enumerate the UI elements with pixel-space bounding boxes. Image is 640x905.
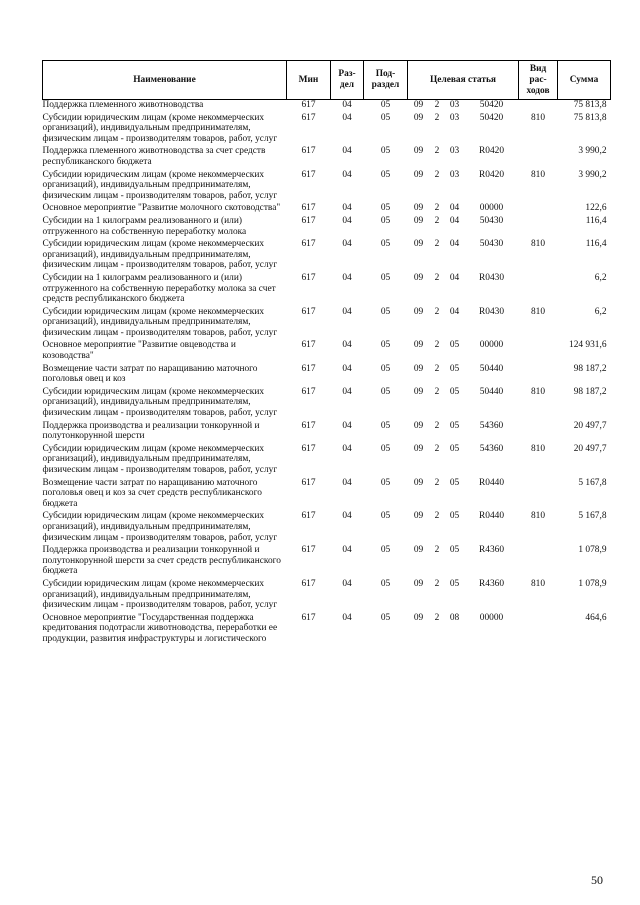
- cell-name: Поддержка племенного животноводства: [43, 100, 287, 113]
- cell-sum: 6,2: [594, 272, 607, 283]
- cell-target-event: 04: [449, 272, 460, 283]
- cell-target-event: 05: [449, 386, 460, 397]
- cell-target-code: 50420: [465, 100, 519, 113]
- cell-sum: 1 078,9: [578, 545, 607, 556]
- cell-razdel: 04: [342, 272, 352, 283]
- table-row: [43, 273, 611, 307]
- cell-target-subprogram: 2: [434, 612, 440, 623]
- cell-target-subprogram: 2: [434, 203, 440, 214]
- table-row: [43, 613, 611, 647]
- table-row: [43, 203, 611, 216]
- cell-target-code: R0440: [479, 477, 505, 488]
- cell-razdel: 04: [342, 340, 352, 351]
- cell-target-program: 09: [413, 112, 424, 123]
- cell-podrazdel: 05: [380, 477, 391, 488]
- cell-razdel: 04: [342, 612, 352, 623]
- cell-target-program: 09: [413, 215, 424, 226]
- cell-min: 617: [301, 203, 316, 214]
- cell-target-event: 05: [449, 443, 460, 454]
- cell-vid: [519, 613, 558, 647]
- page-number: 50: [591, 873, 603, 887]
- cell-name: Субсидии на 1 килограмм реализованного и (или) отгруженного на собственную переработку молока за счет средств республиканского бюджета: [42, 272, 276, 305]
- cell-target-code: 50420: [479, 112, 504, 123]
- cell-target-program: 09: [413, 477, 424, 488]
- cell-podrazdel: 05: [380, 545, 391, 556]
- header-razdel: Раз- дел: [331, 61, 364, 100]
- cell-target-code: 54360: [479, 443, 504, 454]
- cell-target-event: 05: [449, 578, 460, 589]
- cell-target-code: R0440: [479, 511, 505, 522]
- cell-name: Основное мероприятие "Развитие овцеводства и козоводства": [42, 340, 236, 362]
- cell-target-code: R0420: [479, 146, 505, 157]
- cell-vid: 810: [530, 386, 546, 397]
- cell-vid: [519, 203, 558, 216]
- cell-sum: 3 990,2: [578, 169, 607, 180]
- cell-sum: 1 078,9: [578, 578, 607, 589]
- cell-name: Субсидии юридическим лицам (кроме некоммерческих организаций), индивидуальным предпринимателям, физическим лицам - производителям товаров, работ, услуг: [42, 578, 278, 611]
- cell-sum: 75 813,8: [573, 112, 607, 123]
- cell-name: Возмещение части затрат по наращиванию маточного поголовья овец и коз: [42, 363, 258, 385]
- cell-sum: 75 813,8: [558, 100, 611, 113]
- cell-podrazdel: 05: [380, 386, 391, 397]
- cell-podrazdel: 05: [380, 203, 391, 214]
- cell-target-program: 09: [413, 272, 424, 283]
- cell-podrazdel: 05: [380, 112, 391, 123]
- cell-podrazdel: 05: [380, 612, 391, 623]
- cell-razdel: 04: [342, 511, 352, 522]
- cell-target-subprogram: 2: [434, 272, 440, 283]
- cell-vid: [519, 216, 558, 239]
- cell-sum: 464,6: [585, 612, 607, 623]
- table-row: [43, 545, 611, 579]
- cell-razdel: 04: [342, 578, 352, 589]
- cell-target-code: 50430: [479, 239, 504, 250]
- cell-target-code: R0430: [479, 306, 505, 317]
- cell-target-program: 09: [413, 340, 424, 351]
- cell-target-code: 50440: [479, 363, 504, 374]
- cell-vid: [519, 340, 558, 363]
- cell-target-code: 00000: [479, 203, 504, 214]
- cell-target-program: 09: [413, 239, 424, 250]
- cell-target-subprogram: 2: [434, 420, 440, 431]
- cell-razdel: 04: [342, 112, 352, 123]
- cell-min: 617: [301, 578, 316, 589]
- table-row: [43, 100, 611, 113]
- table-row: [43, 113, 611, 147]
- cell-name: Субсидии юридическим лицам (кроме некоммерческих организаций), индивидуальным предпринимателям, физическим лицам - производителям товаров, работ, услуг: [42, 443, 278, 475]
- cell-target-program: 09: [413, 612, 424, 623]
- cell-name: Основное мероприятие "Развитие молочного скотоводства": [42, 203, 281, 214]
- header-sum: Сумма: [558, 61, 611, 100]
- cell-podrazdel: 05: [380, 215, 391, 226]
- cell-podrazdel: 05: [380, 578, 391, 589]
- cell-razdel: 04: [342, 443, 352, 454]
- cell-razdel: 04: [342, 477, 352, 488]
- table-row: [43, 146, 611, 169]
- table-header-row: [43, 61, 611, 100]
- cell-target-program: 09: [413, 169, 424, 180]
- cell-podrazdel: 05: [380, 239, 391, 250]
- cell-target-program: 09: [413, 545, 424, 556]
- cell-podrazdel: 05: [380, 169, 391, 180]
- cell-target-program: 09: [413, 578, 424, 589]
- header-podrazdel: Под- раздел: [364, 61, 408, 100]
- header-name: Наименование: [43, 61, 287, 100]
- cell-min: 617: [301, 239, 316, 250]
- cell-vid: 810: [530, 112, 546, 123]
- cell-target-event: 04: [449, 239, 460, 250]
- cell-name: Поддержка производства и реализации тонкорунной и полутонкорунной шерсти: [42, 420, 260, 442]
- table-row: [43, 387, 611, 421]
- cell-vid: [519, 364, 558, 387]
- cell-target-code: R0420: [479, 169, 505, 180]
- table-row: [43, 444, 611, 478]
- cell-target-subprogram: 2: [434, 112, 440, 123]
- cell-target-event: 04: [449, 215, 460, 226]
- cell-target-code: 50430: [479, 215, 504, 226]
- cell-name: Субсидии юридическим лицам (кроме некоммерческих организаций), индивидуальным предпринимателям, физическим лицам - производителям товаров, работ, услуг: [42, 386, 278, 419]
- cell-razdel: 04: [342, 363, 352, 374]
- cell-target-code: 54360: [479, 420, 504, 431]
- cell-sum: 116,4: [585, 239, 607, 250]
- cell-min: 617: [301, 272, 316, 283]
- cell-min: 617: [287, 100, 331, 113]
- cell-vid: [519, 146, 558, 169]
- header-min: Мин: [287, 61, 331, 100]
- cell-razdel: 04: [342, 215, 352, 226]
- cell-vid: 810: [530, 578, 546, 589]
- cell-target-subprogram: 2: [434, 386, 440, 397]
- cell-target-program: 09: [408, 100, 430, 113]
- cell-target-code: 00000: [479, 340, 504, 351]
- cell-razdel: 04: [342, 203, 352, 214]
- cell-podrazdel: 05: [380, 420, 391, 431]
- cell-target-event: 05: [449, 545, 460, 556]
- cell-target-subprogram: 2: [434, 443, 440, 454]
- cell-podrazdel: 05: [380, 146, 391, 157]
- table-row: [43, 170, 611, 204]
- cell-target-event: 05: [449, 477, 460, 488]
- table-row: [43, 340, 611, 363]
- cell-target-event: 05: [449, 420, 460, 431]
- cell-min: 617: [301, 215, 316, 226]
- cell-target-code: R0430: [479, 272, 505, 283]
- cell-razdel: 04: [342, 146, 352, 157]
- cell-target-subprogram: 2: [434, 169, 440, 180]
- cell-sum: 6,2: [594, 306, 607, 317]
- cell-podrazdel: 05: [380, 511, 391, 522]
- budget-table-page: [42, 60, 610, 647]
- cell-sum: 122,6: [585, 203, 607, 214]
- cell-vid: [519, 273, 558, 307]
- cell-vid: 810: [530, 306, 546, 317]
- header-target: Целевая статья: [408, 61, 519, 100]
- cell-min: 617: [301, 363, 316, 374]
- table-row: [43, 511, 611, 545]
- cell-target-program: 09: [413, 203, 424, 214]
- cell-sum: 20 497,7: [573, 443, 607, 454]
- cell-vid: [519, 545, 558, 579]
- cell-target-event: 08: [449, 612, 460, 623]
- cell-min: 617: [301, 340, 316, 351]
- cell-target-program: 09: [413, 306, 424, 317]
- table-row: [43, 307, 611, 341]
- cell-target-event: 03: [445, 100, 465, 113]
- table-row: [43, 216, 611, 239]
- cell-target-subprogram: 2: [434, 146, 440, 157]
- cell-target-code: 50440: [479, 386, 504, 397]
- cell-name: Субсидии юридическим лицам (кроме некоммерческих организаций), индивидуальным предпринимателям, физическим лицам - производителям товаров, работ, услуг: [42, 169, 278, 201]
- cell-name: Возмещение части затрат по наращиванию маточного поголовья овец и коз за счет средств республиканского бюджета: [42, 477, 262, 509]
- cell-podrazdel: 05: [364, 100, 408, 113]
- cell-min: 617: [301, 306, 316, 317]
- cell-vid: 810: [530, 443, 546, 454]
- table-row: [43, 579, 611, 613]
- cell-min: 617: [301, 112, 316, 123]
- cell-vid: 810: [530, 239, 546, 250]
- table-row: [43, 478, 611, 512]
- cell-target-subprogram: 2: [434, 363, 440, 374]
- cell-target-subprogram: 2: [434, 340, 440, 351]
- cell-razdel: 04: [342, 169, 352, 180]
- cell-target-event: 04: [449, 203, 460, 214]
- cell-vid: 810: [530, 511, 546, 522]
- cell-name: Поддержка производства и реализации тонкорунной и полутонкорунной шерсти за счет средств республиканского бюджета: [42, 545, 281, 577]
- cell-podrazdel: 05: [380, 340, 391, 351]
- cell-razdel: 04: [331, 100, 364, 113]
- cell-target-subprogram: 2: [434, 239, 440, 250]
- cell-target-program: 09: [413, 386, 424, 397]
- cell-target-event: 05: [449, 340, 460, 351]
- cell-target-program: 09: [413, 420, 424, 431]
- cell-min: 617: [301, 511, 316, 522]
- cell-vid: [519, 100, 558, 113]
- cell-min: 617: [301, 443, 316, 454]
- cell-name: Субсидии юридическим лицам (кроме некоммерческих организаций), индивидуальным предпринимателям, физическим лицам - производителям товаров, работ, услуг: [42, 112, 278, 144]
- cell-target-subprogram: 2: [430, 100, 445, 113]
- cell-podrazdel: 05: [380, 306, 391, 317]
- table-row: [43, 364, 611, 387]
- cell-sum: 3 990,2: [578, 146, 607, 157]
- cell-sum: 116,4: [585, 215, 607, 226]
- cell-sum: 5 167,8: [578, 511, 607, 522]
- cell-podrazdel: 05: [380, 272, 391, 283]
- cell-razdel: 04: [342, 386, 352, 397]
- header-vid: Вид рас- ходов: [519, 61, 558, 100]
- cell-target-subprogram: 2: [434, 545, 440, 556]
- cell-target-code: R4360: [479, 578, 505, 589]
- cell-target-event: 03: [449, 146, 460, 157]
- cell-min: 617: [301, 612, 316, 623]
- cell-target-subprogram: 2: [434, 215, 440, 226]
- cell-target-program: 09: [413, 146, 424, 157]
- cell-target-subprogram: 2: [434, 578, 440, 589]
- cell-sum: 20 497,7: [573, 420, 607, 431]
- cell-name: Поддержка племенного животноводства за счет средств республиканского бюджета: [42, 146, 266, 167]
- cell-podrazdel: 05: [380, 363, 391, 374]
- cell-min: 617: [301, 169, 316, 180]
- table-row: [43, 421, 611, 444]
- cell-target-program: 09: [413, 443, 424, 454]
- table-row: [43, 239, 611, 273]
- cell-min: 617: [301, 146, 316, 157]
- cell-target-event: 04: [449, 306, 460, 317]
- cell-target-subprogram: 2: [434, 511, 440, 522]
- cell-target-program: 09: [413, 363, 424, 374]
- cell-target-program: 09: [413, 511, 424, 522]
- cell-target-event: 03: [449, 112, 460, 123]
- cell-sum: 98 187,2: [573, 363, 607, 374]
- cell-min: 617: [301, 545, 316, 556]
- cell-min: 617: [301, 420, 316, 431]
- cell-target-event: 03: [449, 169, 460, 180]
- cell-name: Субсидии юридическим лицам (кроме некоммерческих организаций), индивидуальным предпринимателям, физическим лицам - производителям товаров, работ, услуг: [42, 511, 278, 543]
- cell-target-event: 05: [449, 511, 460, 522]
- budget-table: [42, 60, 611, 647]
- cell-razdel: 04: [342, 420, 352, 431]
- cell-min: 617: [301, 477, 316, 488]
- cell-target-subprogram: 2: [434, 477, 440, 488]
- cell-vid: [519, 421, 558, 444]
- cell-sum: 124 931,6: [569, 340, 607, 351]
- cell-razdel: 04: [342, 545, 352, 556]
- cell-vid: 810: [530, 169, 546, 180]
- cell-sum: 5 167,8: [578, 477, 607, 488]
- cell-sum: 98 187,2: [573, 386, 607, 397]
- cell-target-code: R4360: [479, 545, 505, 556]
- table-body: [43, 100, 611, 647]
- cell-vid: [519, 478, 558, 512]
- cell-target-event: 05: [449, 363, 460, 374]
- cell-razdel: 04: [342, 306, 352, 317]
- cell-target-code: 00000: [479, 612, 504, 623]
- cell-name: Основное мероприятие "Государственная поддержка кредитования подотрасли животноводства, переработки ее продукции, развития инфраструктуры и логистического: [42, 612, 278, 644]
- cell-name: Субсидии юридическим лицам (кроме некоммерческих организаций), индивидуальным предпринимателям, физическим лицам - производителям товаров, работ, услуг: [42, 306, 278, 338]
- cell-min: 617: [301, 386, 316, 397]
- cell-name: Субсидии юридическим лицам (кроме некоммерческих организаций), индивидуальным предпринимателям, физическим лицам - производителям товаров, работ, услуг: [42, 239, 278, 271]
- cell-razdel: 04: [342, 239, 352, 250]
- cell-name: Субсидии на 1 килограмм реализованного и (или) отгруженного на собственную переработку молока: [42, 215, 247, 237]
- cell-podrazdel: 05: [380, 443, 391, 454]
- cell-target-subprogram: 2: [434, 306, 440, 317]
